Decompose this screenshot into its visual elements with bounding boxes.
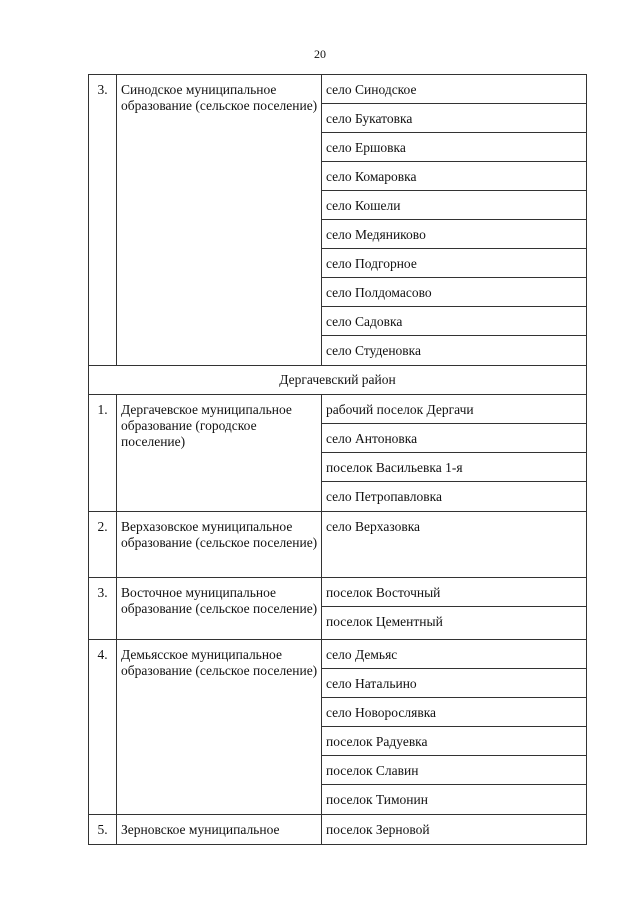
place-item: село Антоновка bbox=[322, 424, 586, 453]
municipality-name: Дергачевское муниципальное образование (городское поселение) bbox=[117, 395, 322, 512]
place-item: село Ершовка bbox=[322, 133, 586, 162]
municipality-name: Зерновское муниципальное bbox=[117, 815, 322, 845]
place-item: поселок Зерновой bbox=[326, 822, 430, 837]
municipality-name: Демьясское муниципальное образование (сельское поселение) bbox=[117, 640, 322, 815]
row-number: 3. bbox=[89, 75, 117, 366]
place-item: село Букатовка bbox=[322, 104, 586, 133]
table-row bbox=[89, 395, 587, 512]
place-item: поселок Радуевка bbox=[322, 727, 586, 756]
row-number: 2. bbox=[89, 512, 117, 578]
place-item: рабочий поселок Дергачи bbox=[322, 395, 586, 424]
table-row bbox=[89, 75, 587, 366]
place-item: село Демьяс bbox=[322, 640, 586, 669]
row-number: 4. bbox=[89, 640, 117, 815]
row-number: 3. bbox=[89, 578, 117, 640]
place-item: село Подгорное bbox=[322, 249, 586, 278]
municipality-name: Синодское муниципальное образование (сельское поселение) bbox=[117, 75, 322, 366]
place-item: село Петропавловка bbox=[326, 489, 442, 504]
place-item: село Натальино bbox=[322, 669, 586, 698]
place-item: поселок Восточный bbox=[322, 578, 586, 607]
settlements-table bbox=[88, 74, 587, 845]
municipality-name: Восточное муниципальное образование (сельское поселение) bbox=[117, 578, 322, 640]
places-list bbox=[322, 395, 586, 511]
place-item: поселок Тимонин bbox=[326, 792, 428, 807]
district-name: Дергачевский район bbox=[89, 366, 587, 395]
district-row bbox=[89, 366, 587, 395]
row-number: 1. bbox=[89, 395, 117, 512]
place-item: поселок Васильевка 1-я bbox=[322, 453, 586, 482]
table-row bbox=[89, 512, 587, 578]
municipality-name: Верхазовское муниципальное образование (сельское поселение) bbox=[117, 512, 322, 578]
table-row bbox=[89, 578, 587, 640]
place-item: село Студеновка bbox=[326, 343, 422, 358]
places-list bbox=[322, 640, 586, 814]
place-item: поселок Цементный bbox=[326, 614, 443, 629]
place-item: село Синодское bbox=[322, 75, 586, 104]
table-row bbox=[89, 640, 587, 815]
place-item: село Верхазовка bbox=[326, 519, 421, 534]
place-item: село Полдомасово bbox=[322, 278, 586, 307]
place-item: село Новорослявка bbox=[322, 698, 586, 727]
places-list bbox=[322, 75, 586, 365]
place-item: село Кошели bbox=[322, 191, 586, 220]
places-list bbox=[322, 815, 586, 844]
place-item: село Комаровка bbox=[322, 162, 586, 191]
place-item: поселок Славин bbox=[322, 756, 586, 785]
place-item: село Медяниково bbox=[322, 220, 586, 249]
table-row bbox=[89, 815, 587, 845]
places-list bbox=[322, 578, 586, 636]
place-item: село Садовка bbox=[322, 307, 586, 336]
page-number: 20 bbox=[314, 47, 326, 61]
places-list bbox=[322, 512, 586, 541]
row-number: 5. bbox=[89, 815, 117, 845]
